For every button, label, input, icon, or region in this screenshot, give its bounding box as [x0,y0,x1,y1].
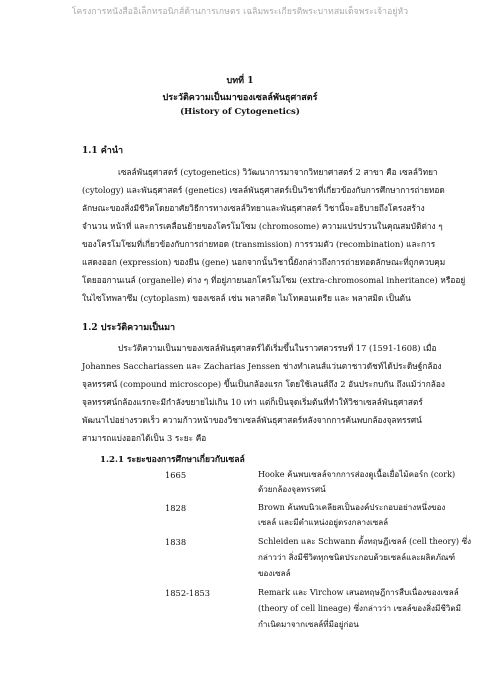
paragraph-line: ประวัติความเป็นมาของเซลล์พันธุศาสตร์ได้เริ่มขึ้นในราวศตวรรษที่ 17 (1591-1608) เมื่อ [118,343,437,353]
timeline-event-line: ด้วยกล้องจุลทรรศน์ [258,484,326,494]
paragraph-line: สามารถแบ่งออกได้เป็น 3 ระยะ คือ [82,433,207,443]
timeline-event-line: (theory of cell lineage) ซึ่งกล่าวว่า เซลล์ของสิ่งมีชีวิตมี [258,603,461,613]
paragraph-line: ในไซโทพลาซึม (cytoplasm) ของเซลล์ เช่น พลาสติด ไมโทคอนเดรีย และ พลาสมิด เป็นต้น [82,293,411,303]
timeline-event-line: Schleiden และ Schwann ตั้งทฤษฎีเซลล์ (cell theory) ซึ่ง [258,536,472,546]
paragraph-line: จุลทรรศน์กล้องแรกจะมีกำลังขยายไม่เกิน 10 เท่า แต่ก็เป็นจุดเริ่มต้นที่ทำให้วิชาเซลล์พันธุศาสตร์ [82,397,423,407]
paragraph-line: โดยออกานเนล์ (organelle) ต่าง ๆ ที่อยู่ภายนอกโครโมโซม (extra-chromosomal inheritance) หรืออยู่ [82,275,466,285]
paragraph-line: ลักษณะของสิ่งมีชีวิตโดยอาศัยวิธีการทางเซลล์วิทยาและพันธุศาสตร์ วิชานี้จะอธิบายถึงโครงสร้าง [82,203,425,213]
timeline-event-line: กล่าวว่า สิ่งมีชีวิตทุกชนิดประกอบด้วยเซลล์และผลิตภัณฑ์ [258,552,456,562]
paragraph-line: พัฒนาไปอย่างรวดเร็ว ความก้าวหน้าของวิชาเซลล์พันธุศาสตร์หลังจากการค้นพบกล้องจุลทรรศน์ [82,415,422,425]
paragraph-line: Johannes Sacchariassen และ Zacharias Jenssen ช่างทำเลนส์แว่นตาชาวดัชท์ได้ประดิษฐ์กล้อง [82,361,442,371]
section-heading-introduction: 1.1 คำนำ [82,146,124,156]
subsection-heading-cell-study: 1.2.1 ระยะของการศึกษาเกี่ยวกับเซลล์ [100,455,245,465]
timeline-event-line: กำเนิดมาจากเซลล์ที่มีอยู่ก่อน [258,619,359,629]
timeline-event-line: ของเซลล์ [258,568,291,578]
paragraph-line: เซลล์พันธุศาสตร์ (cytogenetics) วิวัฒนาการมาจากวิทยาศาสตร์ 2 สาขา คือ เซลล์วิทยา [118,167,438,177]
chapter-number: บทที่ 1 [226,76,254,86]
paragraph-line: จุลทรรศน์ (compound microscope) ขึ้นเป็นกล้องแรก โดยใช้เลนส์ถึง 2 อันประกบกัน ถึงแม้ว่ากล้อง [82,379,445,389]
timeline-year: 1665 [165,470,187,480]
timeline-year: 1838 [165,537,187,547]
paragraph-line: (cytology) และพันธุศาสตร์ (genetics) เซลล์พันธุศาสตร์เป็นวิชาที่เกี่ยวข้องกับการศึกษาการถ่ายทอด [82,185,445,195]
chapter-title-thai: ประวัติความเป็นมาของเซลล์พันธุศาสตร์ [162,93,318,103]
timeline-event-line: Brown ค้นพบนิวเคลียสเป็นองค์ประกอบอย่างหนึ่งของ [258,502,446,512]
chapter-title-english: (History of Cytogenetics) [180,107,300,117]
section-heading-history: 1.2 ประวัติความเป็นมา [82,323,176,333]
timeline-event-line: Remark และ Virchow เสนอทฤษฎีการสืบเนื่องของเซลล์ [258,587,459,597]
timeline-year: 1852-1853 [165,588,211,598]
timeline-event-line: เซลล์ และมีตำแหน่งอยู่ตรงกลางเซลล์ [258,517,389,527]
paragraph-line: จำนวน หน้าที่ และการเคลื่อนย้ายของโครโมโซม (chromosome) ความแปรปรวนในคุณสมบัติต่าง ๆ [82,221,443,231]
page-header: โครงการหนังสืออิเล็กทรอนิกส์ด้านการเกษตร เฉลิมพระเกียรติพระบาทสมเด็จพระเจ้าอยู่หัว [71,7,409,17]
paragraph-line: แสดงออก (expression) ของยีน (gene) นอกจากนั้นวิชานี้ยังกล่าวถึงการถ่ายทอดลักษณะที่ถูกควบคุม [82,257,446,267]
timeline-event-line: Hooke ค้นพบเซลล์จากการส่องดูเนื้อเยื่อไม้คอร์ก (cork) [258,469,456,479]
paragraph-line: ของโครโมโซมที่เกี่ยวข้องกับการถ่ายทอด (transmission) การรวมตัว (recombination) และการ [82,239,436,249]
timeline-year: 1828 [165,503,187,513]
